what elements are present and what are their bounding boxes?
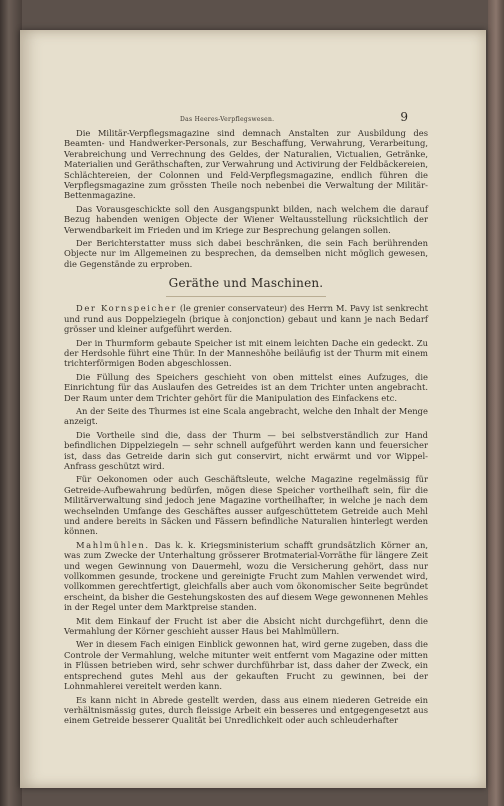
paragraph: Der Berichterstatter muss sich dabei beschränken, die sein Fach berührenden Objecte nur im Allgemeinen zu besprechen, da demselben nicht möglich gewesen, die Gegenstände zu erproben. bbox=[64, 238, 428, 269]
paragraph bbox=[64, 639, 428, 691]
paragraph-text: Der in Thurmform gebaute Speicher ist mit einem leichten Dache ein gedeckt. Zu der Herdsohle führt eine Thür. In der Manneshöhe beiläufig ist der Thurm mit einem trichterförmigen Boden abgeschlossen. bbox=[64, 337, 428, 369]
paragraph-text: Die Vortheile sind die, dass der Thurm — bei selbstverständlich zur Hand befindlichen Dippelziegeln — sehr schnell aufgeführt werden kann und feuersicher ist, dass das Getreide darin sich gut conservirt, nicht erwärmt und vor Wippel-Anfrass geschützt wird. bbox=[64, 429, 428, 471]
paragraph bbox=[64, 540, 428, 613]
paragraph bbox=[64, 430, 428, 472]
paragraph-text: (le grenier conservateur) des Herrn M. Pavy ist senkrecht und rund aus Doppelziegeln (brique à conjonction) gebaut und kann je nach Bedarf grösser und kleiner aufgeführt werden. bbox=[64, 303, 429, 335]
paragraph: Die Militär-Verpflegsmagazine sind demnach Anstalten zur Ausbildung des Beamten- und Handwerker-Personals, zur Beschaffung, Verwahrung, Verarbeitung, Verabreichung und Verrechnung des Geldes, der Naturalien, Victualien, Getränke, Materialien und Geräthschaften, zur Verwahrung und Activirung der Feldbäckereien, Schlächtereien, der Colonnen und Feld-Verpflegsmagazine, endlich führen die Verpflegsmagazine zum grössten Theile noch nebenbei die Verwaltung der Militär-Bettenmagazine. bbox=[64, 128, 428, 201]
body-text bbox=[64, 128, 428, 729]
page-number: 9 bbox=[400, 110, 408, 124]
paragraph bbox=[64, 406, 428, 427]
paragraph-lead: Mahlmühlen. bbox=[76, 539, 150, 550]
heading-rule bbox=[166, 296, 326, 297]
section-heading: Geräthe und Maschinen. bbox=[168, 276, 324, 291]
paragraph bbox=[64, 474, 428, 536]
paragraph-text: Für Oekonomen oder auch Geschäftsleute, welche Magazine regelmässig für Getreide-Aufbewahrung bedürfen, mögen diese Speicher vortheilhaft sein, für die Militärverwaltung sind jedoch jene Magazine vortheilhafter, in welche je nach dem wechselnden Umfange des Geschäftes ausser aufgeschüttetem Getreide auch Mehl und andere bereits in Säcken und Fässern befindliche Naturalien hinterlegt werden können. bbox=[64, 474, 428, 537]
paragraph-text: An der Seite des Thurmes ist eine Scala angebracht, welche den Inhalt der Menge anzeigt. bbox=[64, 405, 428, 427]
paragraph-text: Die Füllung des Speichers geschieht von oben mittelst eines Aufzuges, die Einrichtung für das Auslaufen des Getreides ist an dem Trichter unten angebracht. Der Raum unter dem Trichter gehört für die Manipulation des Einfackens etc. bbox=[64, 371, 428, 403]
paragraph-lead: Der Kornspeicher bbox=[76, 303, 177, 314]
book-page bbox=[20, 30, 486, 788]
paragraph-text: Es kann nicht in Abrede gestellt werden, dass aus einem niederen Getreide ein verhältnismässig gutes, durch fleissige Arbeit ein besseres und entgegengesetzt aus einem Getreide besserer Qualität bei Unredlichkeit oder auch schleuderhafter bbox=[64, 694, 428, 726]
paragraph bbox=[64, 616, 428, 637]
book-cover-edge bbox=[488, 0, 504, 806]
paragraph bbox=[64, 372, 428, 403]
running-head: Das Heeres-Verpflegswesen. bbox=[180, 116, 275, 123]
book-binding bbox=[0, 0, 22, 806]
paragraph bbox=[64, 338, 428, 369]
paragraph: Das Vorausgeschickte soll den Ausgangspunkt bilden, nach welchem die darauf Bezug habenden wenigen Objecte der Wiener Weltausstellung rücksichtlich der Verwendbarkeit im Frieden und im Kriege zur Besprechung gelangen sollen. bbox=[64, 203, 428, 235]
paragraph-text: Das k. k. Kriegsministerium schafft grundsätzlich Körner an, was zum Zwecke der Unterhaltung grösserer Brotmaterial-Vorräthe für längere Zeit und wegen Gewinnung von Dauermehl, wozu die Versicherung gehört, dass nur vollkommen gesunde, trockene und gereinigte Frucht zum Mahlen verwendet wird, vollkommen gerechtfertigt, gleichfalls aber auch vom ökonomischer Seite begründet erscheint, da bisher die Gestehungskosten des auf diesem Wege gewonnenen Mehles in der Regel unter dem Marktpreise standen. bbox=[64, 539, 428, 613]
paragraph-text: Mit dem Einkauf der Frucht ist aber die Absicht nicht durchgeführt, denn die Vermahlung der Körner geschieht ausser Haus bei Mahlmüllern. bbox=[64, 615, 428, 637]
paragraph bbox=[64, 695, 428, 726]
paragraph bbox=[64, 303, 428, 334]
paragraph-text: Wer in diesem Fach einigen Einblick gewonnen hat, wird gerne zugeben, dass die Controle der Vermahlung, welche mitunter weit entfernt vom Magazine oder mitten in Flüssen betrieben wird, sehr schwer durchführbar ist, dass daher der Zweck, ein entsprechend gutes Mehl aus der gekauften Frucht zu gewinnen, bei der Lohnmahlerei vereitelt werden kann. bbox=[64, 639, 428, 692]
